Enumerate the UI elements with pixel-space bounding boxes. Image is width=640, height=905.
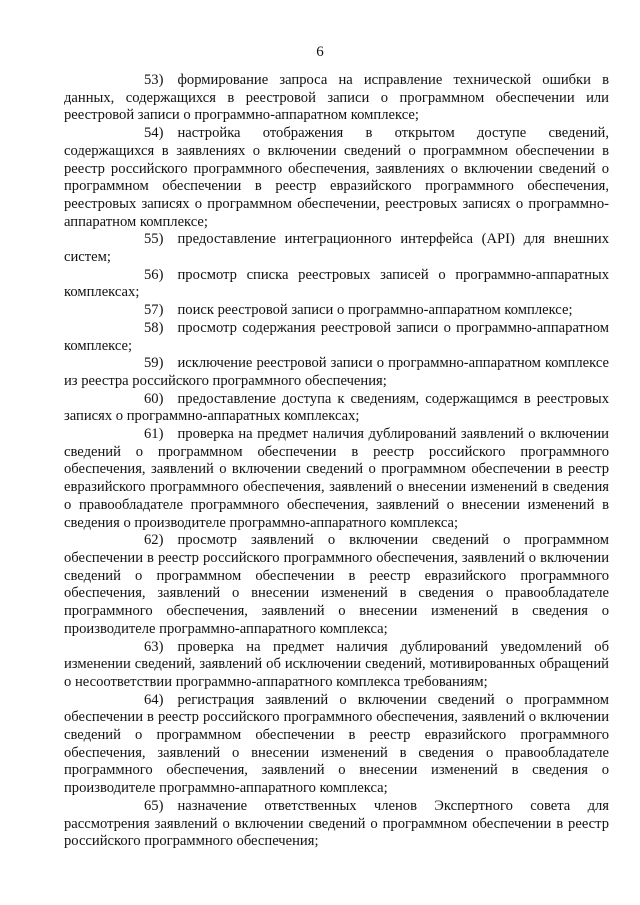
list-item-text: формирование запроса на исправление технической ошибки в данных, содержащихся в реестровой записи о программном обеспечении или реестровой записи о программно-аппаратном комплексе; (64, 72, 609, 124)
list-item-text: просмотр списка реестровых записей о программно-аппаратных комплексах; (64, 266, 609, 301)
list-item-number: 55) (144, 231, 164, 248)
list-item-text: предоставление доступа к сведениям, содержащимся в реестровых записях о программно-аппаратных комплексах; (64, 390, 609, 425)
page-number: 6 (316, 44, 324, 60)
list-item (64, 72, 609, 125)
list-item-text: настройка отображения в открытом доступе сведений, содержащихся в заявлениях о включении сведений о программном обеспечении в реестр российского программного обеспечения, заявлениях о включении сведений о программном обеспечении в реестр евразийского программного обеспечения, реестровых записях о программном обеспечении, реестровых записях о программно-аппаратном комплексе; (64, 125, 609, 230)
list-item (64, 302, 609, 320)
list-item-number: 54) (144, 125, 164, 142)
list-item (64, 391, 609, 426)
list-item-number: 61) (144, 426, 164, 443)
list-item (64, 355, 609, 390)
list-item (64, 320, 609, 355)
list-item-text: проверка на предмет наличия дублирований заявлений о включении сведений о программном обеспечении в реестр российского программного обеспечения, заявлений о включении сведений о программном обеспечении в реестр евразийского программного обеспечения, заявлений о внесении изменений в сведения о правообладателе программного обеспечения, заявлений о внесении изменений в сведения о производителе программно-аппаратного комплекса; (64, 426, 609, 531)
list-item-text: исключение реестровой записи о программно-аппаратном комплексе из реестра российского программного обеспечения; (64, 355, 609, 389)
document-body (64, 72, 609, 851)
list-item (64, 267, 609, 302)
list-item-number: 60) (144, 390, 164, 407)
list-item-number: 64) (144, 691, 164, 708)
list-item-text: поиск реестровой записи о программно-аппаратном комплексе; (177, 302, 573, 319)
list-item-text: регистрация заявлений о включении сведений о программном обеспечении в реестр российского программного обеспечения, заявлений о включении сведений о программном обеспечении в реестр евразийского программного обеспечения, заявлений о внесении изменений в сведения о правообладателе программного обеспечения, заявлений о внесении изменений в сведения о производителе программно-аппаратного комплекса; (64, 691, 609, 797)
list-item-number: 62) (144, 532, 164, 549)
list-item-number: 53) (144, 72, 164, 88)
list-item (64, 231, 609, 266)
list-item-text: просмотр содержания реестровой записи о программно-аппаратном комплексе; (64, 319, 609, 354)
list-item-number: 57) (144, 302, 164, 319)
list-item-text: проверка на предмет наличия дублирований уведомлений об изменении сведений, заявлений об исключении сведений, мотивированных обращений о несоответствии программно-аппаратного комплекса требованиям; (64, 638, 609, 690)
list-item (64, 532, 609, 638)
list-item (64, 798, 609, 851)
list-item (64, 426, 609, 532)
list-item-number: 65) (144, 797, 164, 814)
list-item-text: предоставление интеграционного интерфейса (API) для внешних систем; (64, 231, 609, 266)
list-item (64, 639, 609, 692)
list-item-number: 58) (144, 319, 164, 336)
list-item (64, 692, 609, 798)
list-item-text: назначение ответственных членов Экспертного совета для рассмотрения заявлений о включении сведений о программном обеспечении в реестр российского программного обеспечения; (64, 797, 609, 850)
list-item-text: просмотр заявлений о включении сведений о программном обеспечении в реестр российского программного обеспечения, заявлений о включении сведений о программном обеспечении в реестр евразийского программного обеспечения, заявлений о внесении изменений в сведения о правообладателе программного обеспечения, заявлений о внесении изменений в сведения о производителе программно-аппаратного комплекса; (64, 532, 609, 637)
list-item-number: 59) (144, 355, 164, 372)
list-item-number: 56) (144, 266, 164, 283)
list-item (64, 125, 609, 231)
list-item-number: 63) (144, 638, 164, 655)
